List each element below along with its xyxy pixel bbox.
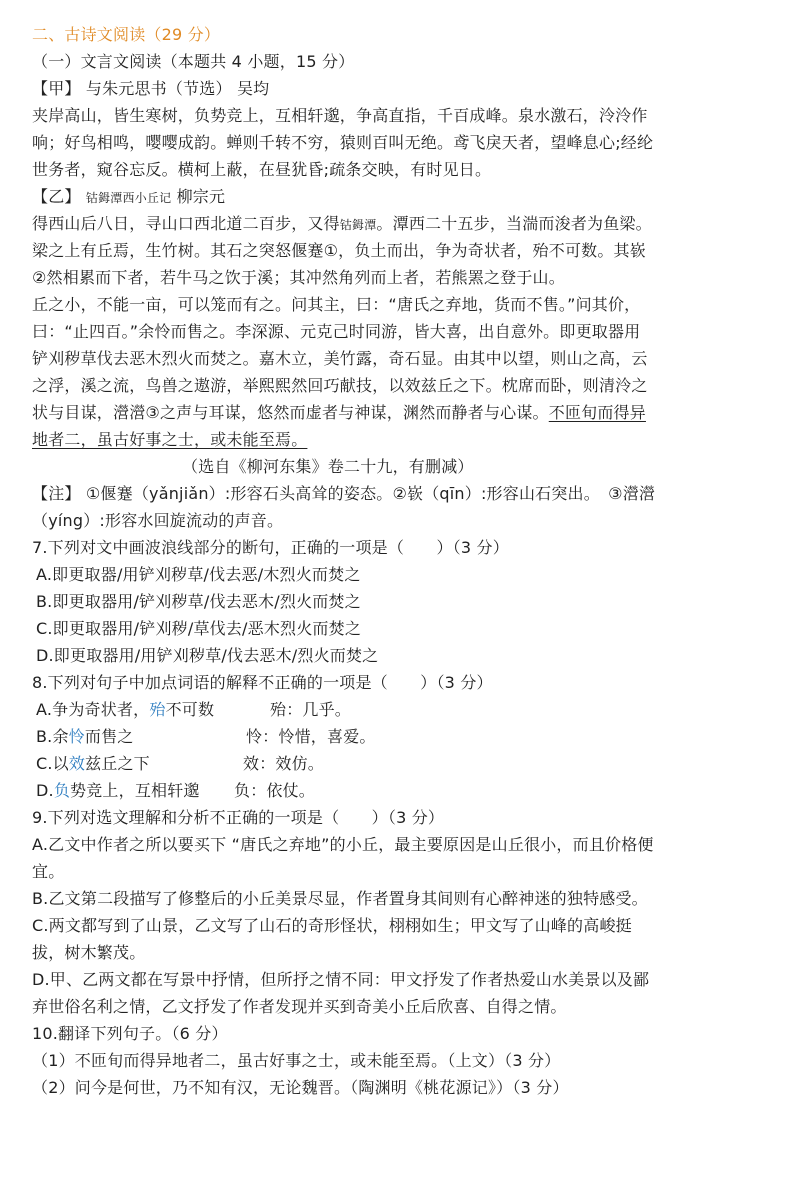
option-text: 势竞上，互相轩邈 [70, 781, 200, 800]
option-text: D. [36, 781, 54, 800]
question-8-gloss-c: 效：效仿。 [243, 754, 325, 773]
question-8-option-a [36, 697, 214, 723]
question-8-stem: 8.下列对句子中加点词语的解释不正确的一项是（ ）（3 分） [32, 673, 493, 692]
passage-yi-line: 之浮，溪之流，鸟兽之遨游，举熙熙然回巧献技，以效兹丘之下。枕席而卧，则清泠之 [32, 376, 648, 395]
yi-title-small: 钴鉧潭西小丘记 [85, 191, 172, 205]
passage-jia-line: 世务者，窥谷忘反。横柯上蔽，在昼犹昏;疏条交映，有时见日。 [32, 160, 492, 179]
option-text: 兹丘之下 [85, 754, 150, 773]
question-8-gloss-a: 殆：几乎。 [270, 700, 352, 719]
question-10-item: （2）问今是何世，乃不知有汉，无论魏晋。（陶渊明《桃花源记》）（3 分） [32, 1078, 569, 1097]
question-7-stem: 7.下列对文中画波浪线部分的断句，正确的一项是（ ）（3 分） [32, 538, 509, 557]
dotted-word: 负 [53, 781, 71, 800]
passage-yi-line: 铲刈秽草伐去恶木烈火而焚之。嘉木立，美竹露，奇石显。由其中以望，则山之高，云 [32, 349, 648, 368]
question-9-stem: 9.下列对选文理解和分析不正确的一项是（ ）（3 分） [32, 808, 445, 827]
dotted-word: 怜 [68, 727, 85, 746]
question-8-gloss-d: 负：依仗。 [234, 781, 316, 800]
yi-line1-small: 钴鉧潭 [339, 218, 377, 232]
passage-jia-title: 【甲】 与朱元思书（节选） 吴均 [32, 79, 270, 98]
dotted-word: 殆 [149, 700, 166, 719]
question-9-line: 拔，树木繁茂。 [32, 943, 146, 962]
dotted-word: 效 [68, 754, 86, 773]
option-text: C.以 [36, 754, 69, 773]
question-9-line: D.甲、乙两文都在写景中抒情，但所抒之情不同：甲文抒发了作者热爱山水美景以及鄙 [32, 970, 650, 989]
option-text: 而售之 [84, 727, 134, 746]
question-8-option-c [36, 751, 150, 777]
yi-title-author: 柳宗元 [176, 187, 226, 206]
yi-line1-a: 得西山后八日，寻山口西北道二百步，又得 [32, 214, 340, 233]
passage-jia-line: 夹岸高山，皆生寒树，负势竞上，互相轩邈，争高直指，千百成峰。泉水激石，泠泠作 [32, 106, 648, 125]
question-7-option: A.即更取器/用铲刈秽草/伐去恶/木烈火而焚之 [36, 565, 361, 584]
option-text: A.争为奇状者， [36, 700, 150, 719]
section-title: 二、古诗文阅读（29 分） [32, 25, 221, 44]
question-10-item: （1）不匝旬而得异地者二，虽古好事之士，或未能至焉。（上文）（3 分） [32, 1051, 561, 1070]
question-9-line: 宜。 [32, 862, 65, 881]
question-7-option: B.即更取器用/铲刈秽草/伐去恶木/烈火而焚之 [36, 592, 361, 611]
question-7-option: D.即更取器用/用铲刈秽草/伐去恶木/烈火而焚之 [36, 646, 379, 665]
option-text: 不可数 [165, 700, 215, 719]
question-9-line: A.乙文中作者之所以要买下 “唐氏之弃地”的小丘，最主要原因是山丘很小，而且价格便 [32, 835, 654, 854]
option-text: B.余 [36, 727, 69, 746]
yi-line-plain: 状与目谋，瀯瀯③之声与耳谋，悠然而虚者与神谋，渊然而静者与心谋。 [32, 403, 549, 422]
passage-yi-line: 丘之小，不能一亩，可以笼而有之。问其主，曰：“唐氏之弃地，货而不售。”问其价， [32, 295, 641, 314]
yi-line1-b: 。潭西二十五步，当湍而浚者为鱼梁。 [376, 214, 652, 233]
question-8-gloss-b: 怜：怜惜，喜爱。 [246, 727, 376, 746]
yi-title-prefix: 【乙】 [32, 187, 81, 206]
underlined-sentence-part: 不匝旬而得异 [548, 403, 646, 422]
notes-line: （yíng）:形容水回旋流动的声音。 [32, 511, 284, 530]
question-9-line: B.乙文第二段描写了修整后的小丘美景尽显，作者置身其间则有心醉神迷的独特感受。 [32, 889, 648, 908]
passage-source: （选自《柳河东集》卷二十九，有删减） [182, 457, 474, 476]
passage-yi-title [32, 184, 225, 211]
passage-yi-line: 曰：“止四百。”余怜而售之。李深源、元克己时同游，皆大喜，出自意外。即更取器用 [32, 322, 641, 341]
passage-yi-line [32, 400, 646, 426]
question-7-option: C.即更取器用/铲刈秽/草伐去/恶木烈火而焚之 [36, 619, 362, 638]
question-9-line: C.两文都写到了山景，乙文写了山石的奇形怪状，栩栩如生；甲文写了山峰的高峻挺 [32, 916, 632, 935]
passage-yi-line: 梁之上有丘焉，生竹树。其石之突怒偃蹇①，负土而出，争为奇状者，殆不可数。其嵚 [32, 241, 646, 260]
question-8-option-d [36, 778, 200, 804]
question-9-line: 弃世俗名利之情，乙文抒发了作者发现并买到奇美小丘后欣喜、自得之情。 [32, 997, 567, 1016]
question-8-option-b [36, 724, 133, 750]
passage-yi-line: ②然相累而下者，若牛马之饮于溪；其冲然角列而上者，若熊罴之登于山。 [32, 268, 565, 287]
part-heading: （一）文言文阅读（本题共 4 小题，15 分） [32, 52, 355, 71]
passage-yi-line [32, 211, 652, 238]
underlined-sentence: 地者二，虽古好事之士，或未能至焉。 [32, 430, 308, 449]
question-10-stem: 10.翻译下列句子。（6 分） [32, 1024, 228, 1043]
passage-jia-line: 响；好鸟相鸣，嘤嘤成韵。蝉则千转不穷，猿则百叫无绝。鸢飞戾天者，望峰息心;经纶 [32, 133, 654, 152]
notes-line: 【注】 ①偃蹇（yǎnjiǎn）:形容石头高耸的姿态。②嵚（qīn）:形容山石突出。 ③瀯瀯 [32, 484, 656, 503]
